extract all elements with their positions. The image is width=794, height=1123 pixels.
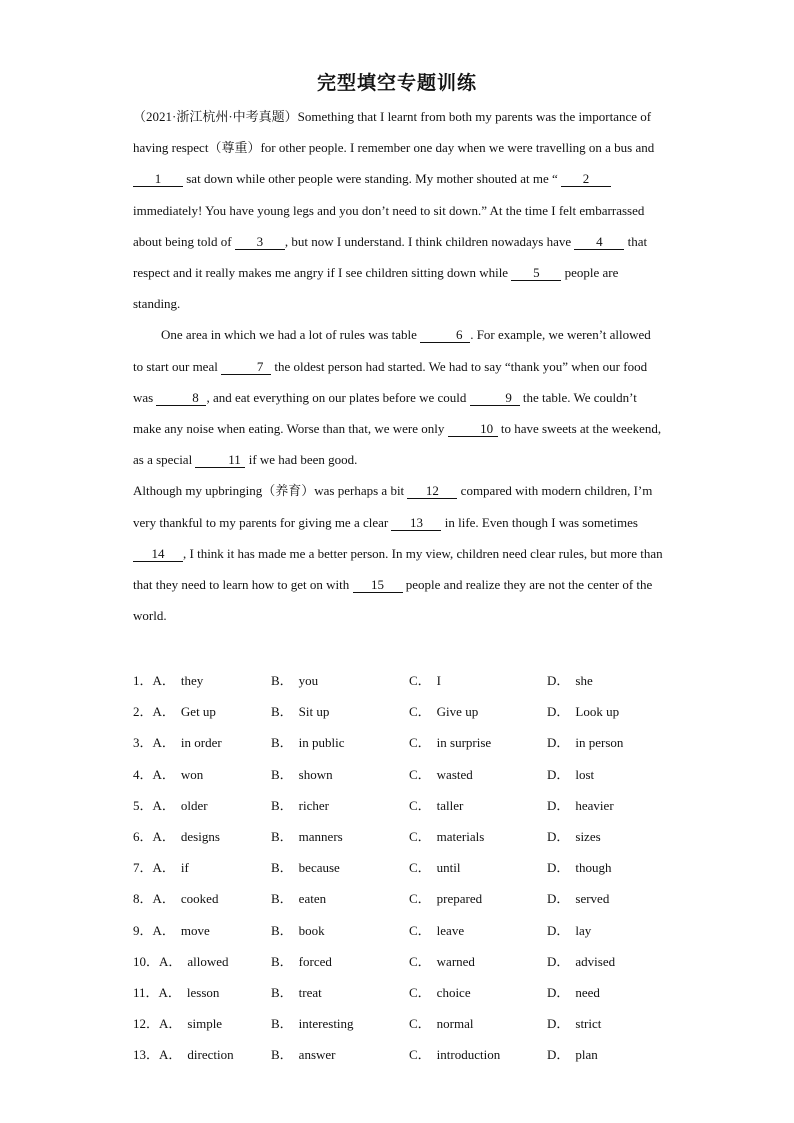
option-text: designs [180, 829, 220, 845]
question-row [133, 914, 693, 945]
option-c[interactable] [409, 857, 547, 876]
option-c[interactable] [409, 982, 547, 1001]
option-letter: C． [409, 860, 431, 876]
blank-1: 1 [133, 172, 183, 187]
option-text: simple [187, 1016, 223, 1032]
option-text: answer [298, 1047, 336, 1063]
option-c[interactable] [409, 920, 547, 939]
blank-7: 7 [221, 360, 271, 375]
question-number: 12． [133, 1016, 160, 1032]
option-b[interactable] [271, 1044, 409, 1063]
option-c[interactable] [409, 732, 547, 751]
option-letter: A． [159, 953, 182, 969]
option-a[interactable] [133, 888, 271, 907]
question-number: 4． [133, 766, 153, 782]
option-letter: D． [547, 922, 570, 938]
option-text: lesson [186, 984, 220, 1000]
text: in life. Even though I was sometimes [441, 514, 638, 530]
option-letter: A． [158, 984, 181, 1000]
option-letter: A． [152, 673, 175, 689]
option-letter: B． [271, 704, 293, 720]
option-a[interactable] [133, 982, 271, 1001]
option-letter: A． [152, 829, 175, 845]
option-b[interactable] [271, 1013, 409, 1032]
question-row [133, 882, 693, 913]
option-b[interactable] [271, 888, 409, 907]
option-text: in person [575, 735, 624, 751]
option-letter: B． [271, 984, 293, 1000]
text: One area in which we had a lot of rules was table [161, 327, 421, 343]
option-letter: B． [271, 1016, 293, 1032]
option-a[interactable] [133, 951, 271, 970]
option-text: though [575, 860, 612, 876]
blank-11: 11 [195, 453, 245, 468]
option-text: in order [180, 735, 222, 751]
option-letter: C． [409, 891, 431, 907]
option-letter: B． [271, 860, 293, 876]
question-number: 7． [133, 860, 153, 876]
question-row [133, 976, 693, 1007]
option-letter: B． [271, 766, 293, 782]
option-letter: D． [547, 704, 570, 720]
option-letter: B． [271, 922, 293, 938]
question-row [133, 695, 693, 726]
option-text: need [575, 984, 600, 1000]
blank-14: 14 [133, 547, 183, 562]
question-number: 5． [133, 797, 153, 813]
option-letter: C． [409, 953, 431, 969]
option-text: allowed [187, 953, 229, 969]
text: the oldest person had started. We had to say “thank you” when our food was [133, 358, 648, 405]
question-row [133, 820, 693, 851]
blank-6: 6 [420, 328, 470, 343]
paragraph-2 [133, 319, 663, 475]
option-d[interactable] [547, 826, 685, 845]
option-c[interactable] [409, 951, 547, 970]
blank-10: 10 [448, 422, 498, 437]
text: , but now I understand. I think children nowadays have [284, 233, 575, 249]
option-text: treat [298, 984, 322, 1000]
option-letter: C． [409, 766, 431, 782]
option-text: eaten [298, 891, 327, 907]
option-c[interactable] [409, 888, 547, 907]
text: people are standing. [133, 265, 619, 312]
option-c[interactable] [409, 670, 547, 689]
option-c[interactable] [409, 795, 547, 814]
option-text: taller [436, 797, 464, 813]
option-text: forced [298, 953, 332, 969]
option-text: because [298, 860, 340, 876]
option-text: advised [575, 953, 616, 969]
question-number: 8． [133, 891, 153, 907]
option-text: Look up [575, 704, 620, 720]
option-letter: D． [547, 766, 570, 782]
option-text: strict [575, 1016, 602, 1032]
text: , I think it has made me a better person. In my view, children need clear rules, but more than that they need to learn how to get on with [133, 545, 663, 593]
option-text: in surprise [436, 735, 492, 751]
option-text: Get up [180, 704, 216, 720]
option-text: Give up [436, 704, 479, 720]
option-text: in public [298, 735, 345, 751]
question-number: 6． [133, 829, 153, 845]
option-b[interactable] [271, 732, 409, 751]
option-d[interactable] [547, 1013, 685, 1032]
text: Although my upbringing（养育）was perhaps a bit [133, 483, 408, 499]
option-text: cooked [180, 891, 219, 907]
question-row [133, 789, 693, 820]
page-title: 完型填空专题训练 [316, 73, 477, 94]
option-b[interactable] [271, 857, 409, 876]
option-text: older [180, 797, 208, 813]
option-b[interactable] [271, 920, 409, 939]
question-row [133, 726, 693, 757]
option-text: normal [436, 1016, 474, 1032]
blank-2: 2 [561, 172, 611, 187]
text: the table. We couldn’t make any noise when eating. Worse than that, we were only [133, 389, 637, 437]
option-letter: A． [159, 1047, 182, 1063]
option-letter: C． [409, 673, 431, 689]
option-text: warned [436, 953, 475, 969]
option-letter: A． [152, 735, 175, 751]
option-letter: B． [271, 891, 293, 907]
option-text: introduction [436, 1047, 501, 1063]
option-d[interactable] [547, 764, 685, 783]
option-b[interactable] [271, 701, 409, 720]
blank-15: 15 [353, 578, 403, 593]
option-text: Sit up [298, 704, 330, 720]
text: that respect and it really makes me angry if I see children sitting down while [133, 233, 648, 281]
option-letter: D． [547, 1047, 570, 1063]
option-d[interactable] [547, 857, 685, 876]
question-number: 1． [133, 673, 153, 689]
option-b[interactable] [271, 670, 409, 689]
option-a[interactable] [133, 732, 271, 751]
option-text: wasted [436, 766, 473, 782]
option-letter: B． [271, 797, 293, 813]
option-text: they [180, 673, 204, 689]
option-text: I [436, 673, 442, 689]
option-d[interactable] [547, 670, 685, 689]
option-letter: C． [409, 797, 431, 813]
option-a[interactable] [133, 1044, 271, 1063]
option-b[interactable] [271, 764, 409, 783]
passage [133, 101, 663, 631]
option-letter: D． [547, 797, 570, 813]
text: to have sweets at the weekend, as a special [133, 421, 662, 468]
text: （2021·浙江杭州·中考真题）Something that I learnt from both my parents was the importance of having respect（尊重）for other people. I remember one day when we were travelling on a bus and [133, 109, 655, 156]
blank-8: 8 [156, 391, 206, 406]
option-letter: B． [271, 735, 293, 751]
option-letter: D． [547, 735, 570, 751]
option-a[interactable] [133, 764, 271, 783]
question-row [133, 664, 693, 695]
text: . For example, we weren’t allowed to start our meal [133, 327, 651, 374]
option-d[interactable] [547, 951, 685, 970]
option-d[interactable] [547, 701, 685, 720]
option-text: prepared [436, 891, 483, 907]
text: compared with modern children, I’m very thankful to my parents for giving me a clear [133, 483, 653, 530]
option-text: richer [298, 797, 329, 813]
option-c[interactable] [409, 1013, 547, 1032]
option-a[interactable] [133, 826, 271, 845]
option-letter: C． [409, 984, 431, 1000]
option-letter: A． [152, 891, 175, 907]
question-number: 3． [133, 735, 153, 751]
question-row [133, 1038, 693, 1069]
option-letter: C． [409, 1016, 431, 1032]
option-text: manners [298, 829, 343, 845]
option-a[interactable] [133, 795, 271, 814]
option-letter: B． [271, 673, 293, 689]
option-c[interactable] [409, 1044, 547, 1063]
options-list [133, 664, 693, 1069]
option-a[interactable] [133, 670, 271, 689]
option-text: she [575, 673, 593, 689]
option-text: book [298, 922, 325, 938]
text: people and realize they are not the center of the world. [133, 577, 653, 624]
paragraph-3 [133, 475, 663, 631]
option-text: you [298, 673, 319, 689]
option-letter: D． [547, 984, 570, 1000]
option-letter: A． [152, 860, 175, 876]
option-c[interactable] [409, 764, 547, 783]
blank-12: 12 [407, 484, 457, 499]
option-text: direction [187, 1047, 234, 1063]
question-number: 11． [133, 984, 159, 1000]
option-b[interactable] [271, 795, 409, 814]
option-text: move [180, 922, 210, 938]
text: , and eat everything on our plates before we could [206, 389, 470, 405]
paragraph-1 [133, 101, 663, 319]
option-d[interactable] [547, 795, 685, 814]
option-letter: D． [547, 953, 570, 969]
blank-13: 13 [391, 516, 441, 531]
option-letter: B． [271, 829, 293, 845]
option-text: interesting [298, 1016, 354, 1032]
question-row [133, 945, 693, 976]
option-letter: A． [152, 704, 175, 720]
blank-4: 4 [574, 235, 624, 250]
blank-3: 3 [235, 235, 285, 250]
option-d[interactable] [547, 888, 685, 907]
option-text: lost [575, 766, 595, 782]
option-letter: A． [152, 766, 175, 782]
option-letter: D． [547, 1016, 570, 1032]
option-letter: B． [271, 953, 293, 969]
option-text: until [436, 860, 461, 876]
option-d[interactable] [547, 982, 685, 1001]
option-a[interactable] [133, 857, 271, 876]
question-row [133, 1007, 693, 1038]
option-d[interactable] [547, 1044, 685, 1063]
option-text: won [180, 766, 204, 782]
blank-9: 9 [470, 391, 520, 406]
option-text: shown [298, 766, 333, 782]
option-letter: B． [271, 1047, 293, 1063]
option-letter: A． [152, 922, 175, 938]
option-b[interactable] [271, 826, 409, 845]
option-letter: C． [409, 735, 431, 751]
question-number: 13． [133, 1047, 160, 1063]
option-letter: D． [547, 860, 570, 876]
option-letter: A． [159, 1016, 182, 1032]
option-letter: C． [409, 704, 431, 720]
option-a[interactable] [133, 1013, 271, 1032]
option-text: served [575, 891, 610, 907]
option-letter: C． [409, 829, 431, 845]
option-text: leave [436, 922, 465, 938]
option-letter: D． [547, 829, 570, 845]
option-text: sizes [575, 829, 601, 845]
option-letter: C． [409, 922, 431, 938]
question-number: 9． [133, 922, 153, 938]
option-text: heavier [575, 797, 614, 813]
option-c[interactable] [409, 826, 547, 845]
option-a[interactable] [133, 701, 271, 720]
option-d[interactable] [547, 920, 685, 939]
option-c[interactable] [409, 701, 547, 720]
text: immediately! You have young legs and you don’t need to sit down.” At the time I felt embarrassed about being told of [133, 202, 645, 249]
blank-5: 5 [511, 266, 561, 281]
question-number: 10． [133, 953, 160, 969]
text: if we had been good. [245, 452, 358, 468]
option-a[interactable] [133, 920, 271, 939]
option-b[interactable] [271, 982, 409, 1001]
option-letter: C． [409, 1047, 431, 1063]
text: sat down while other people were standing. My mother shouted at me “ [183, 171, 561, 187]
option-b[interactable] [271, 951, 409, 970]
option-text: plan [575, 1047, 598, 1063]
option-text: materials [436, 829, 485, 845]
option-letter: D． [547, 673, 570, 689]
question-number: 2． [133, 704, 153, 720]
option-text: choice [436, 984, 471, 1000]
option-letter: A． [152, 797, 175, 813]
option-text: if [180, 860, 189, 876]
option-text: lay [575, 922, 592, 938]
question-row [133, 851, 693, 882]
option-d[interactable] [547, 732, 685, 751]
question-row [133, 758, 693, 789]
option-letter: D． [547, 891, 570, 907]
